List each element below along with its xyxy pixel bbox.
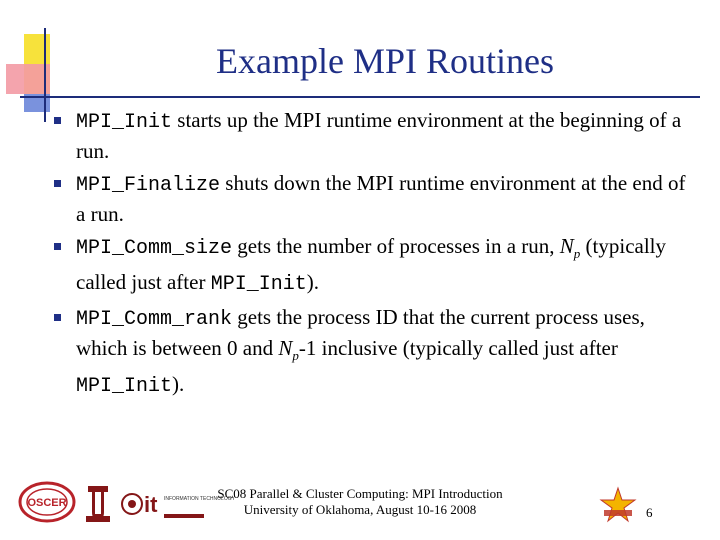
sc-star-logo-icon <box>598 486 638 524</box>
bullet-text: starts up the MPI runtime environment at the beginning of a run. <box>76 108 682 163</box>
square-bullet-icon <box>54 243 61 250</box>
bullet-text: -1 inclusive (typically called just after <box>298 336 618 361</box>
ou-logo-icon <box>82 482 114 526</box>
np-symbol: $N_p$ <box>559 234 581 262</box>
code-term: MPI_Init <box>210 273 307 297</box>
square-bullet-icon <box>54 314 61 321</box>
svg-text:it: it <box>144 492 158 517</box>
code-term: MPI_Init <box>76 375 173 399</box>
bullet-text: ). <box>306 270 319 295</box>
footer-line-2: University of Oklahoma, August 10-16 2008 <box>243 502 477 517</box>
bullet-text: gets the process ID that the current process uses, which is between 0 and <box>76 305 645 361</box>
bullet-item <box>54 106 694 165</box>
decor-horizontal-line <box>20 96 700 98</box>
bullet-text: ). <box>172 372 185 397</box>
bullet-text: shuts down the MPI runtime environment at the end of a run. <box>76 171 686 226</box>
square-bullet-icon <box>54 180 61 187</box>
code-term: MPI_Finalize <box>76 174 221 197</box>
slide-title: Example MPI Routines <box>216 41 554 81</box>
svg-text:OSCER: OSCER <box>27 497 67 509</box>
svg-text:INFORMATION TECHNOLOGY: INFORMATION TECHNOLOGY <box>164 496 235 502</box>
np-symbol: $N_p$ <box>278 336 299 364</box>
footer <box>160 486 560 518</box>
bullet-text: (typically called just after <box>76 234 667 295</box>
square-bullet-icon <box>54 117 61 124</box>
code-term: MPI_Init <box>76 111 173 134</box>
code-term: MPI_Comm_rank <box>76 308 233 332</box>
footer-line-1: SC08 Parallel & Cluster Computing: MPI Introduction <box>217 486 503 501</box>
bullet-list <box>54 106 694 405</box>
bullet-item <box>54 232 694 299</box>
oscer-logo-icon <box>18 480 76 524</box>
bullet-item <box>54 169 694 228</box>
bullet-text: gets the number of processes in a run, <box>232 234 560 258</box>
code-term: MPI_Comm_size <box>76 237 233 260</box>
bullet-item <box>54 303 694 401</box>
page-number: 6 <box>646 505 653 520</box>
